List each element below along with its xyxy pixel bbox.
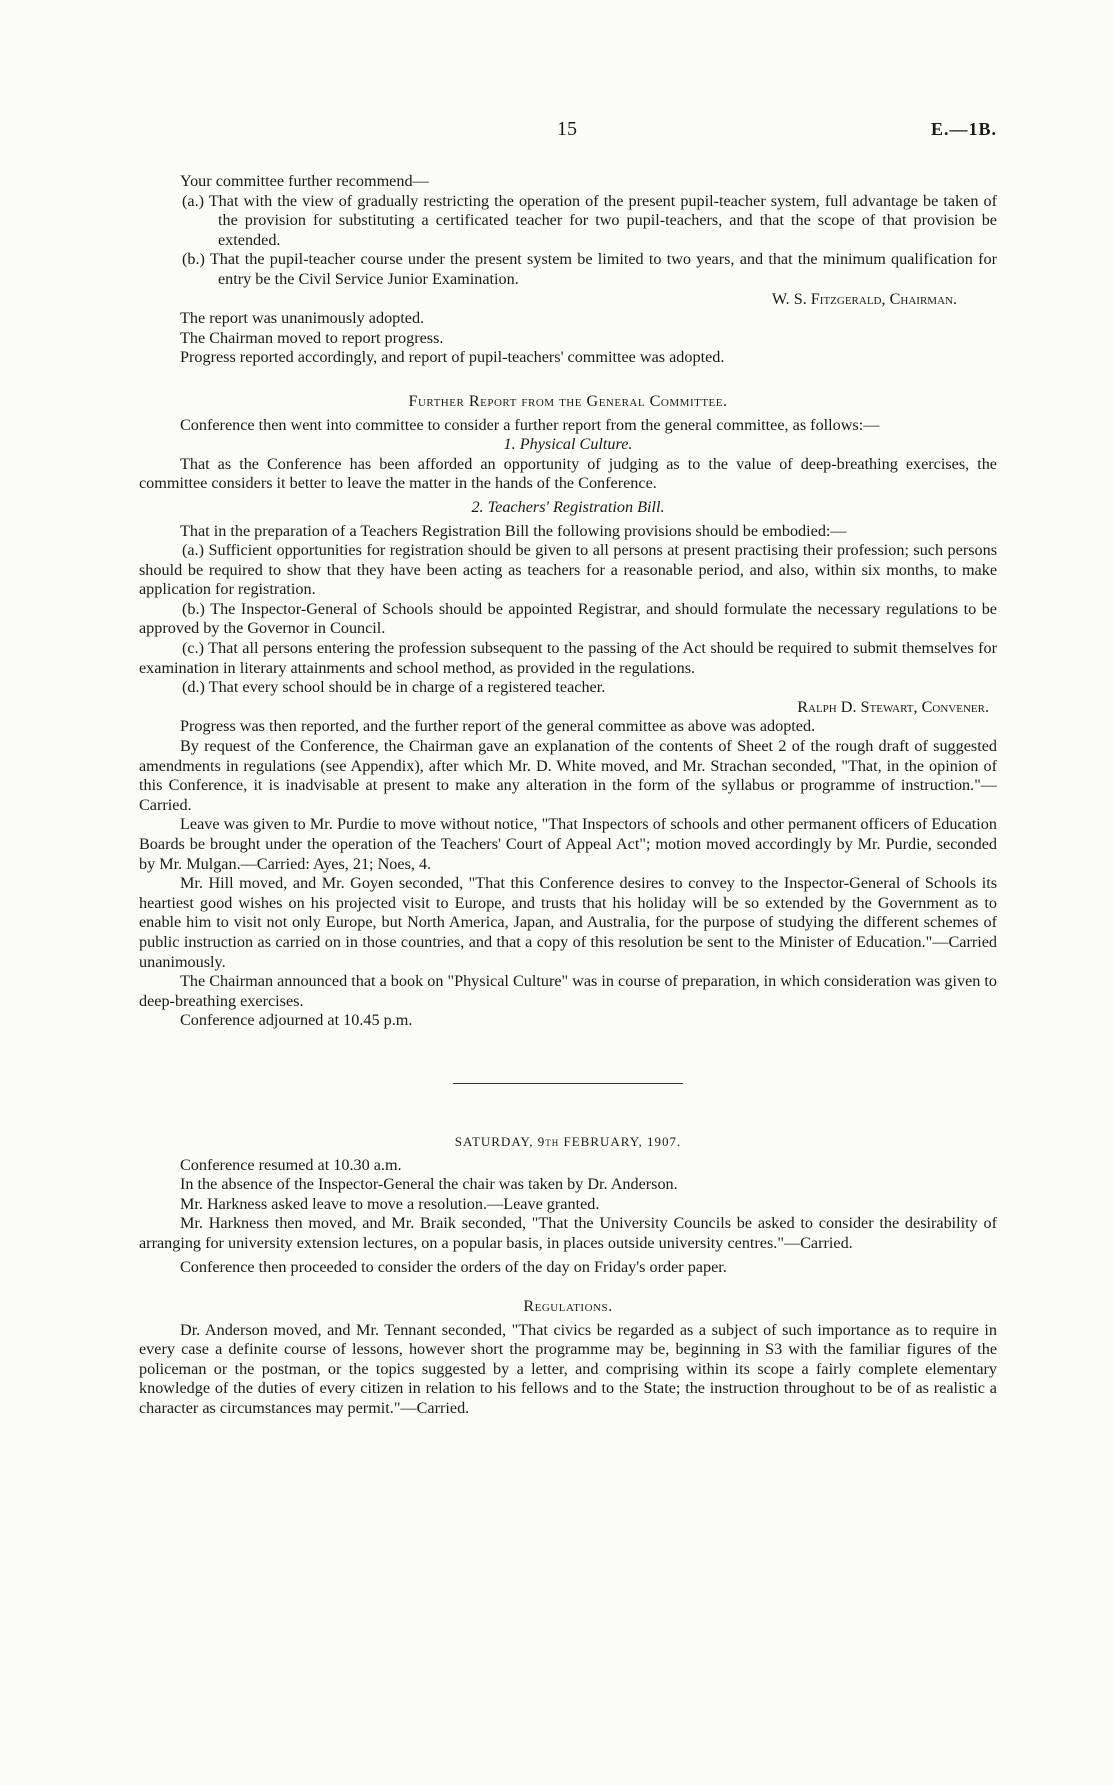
by-request-paragraph: By request of the Conference, the Chairman gave an explanation of the contents of Sheet 2 of the rough draft of suggested amendments in regulations (see Appendix), after which Mr. D. White moved, and Mr. Strachan seconded, "That, in the opinion of this Conference, it is inadvisable at present to make any alteration in the form of the syllabus or programme of instruction."—Carried. bbox=[139, 737, 997, 814]
bill-provision-a: (a.) Sufficient opportunities for registration should be given to all persons at present practising their profession; such persons should be required to show that they have been acting as teachers for a reasonable period, and also, within six months, to make application for registration. bbox=[139, 541, 997, 599]
date-heading: SATURDAY, 9th FEBRUARY, 1907. bbox=[454, 1133, 682, 1149]
orders-of-day: Conference then proceeded to consider the orders of the day on Friday's order paper. bbox=[180, 1257, 727, 1276]
progress-then-reported: Progress was then reported, and the further report of the general committee as above was adopted. bbox=[180, 717, 816, 736]
section-heading-regulations: Regulations. bbox=[523, 1297, 613, 1316]
subheading-physical-culture: 1. Physical Culture. bbox=[503, 435, 633, 454]
harkness-leave: Mr. Harkness asked leave to move a resolution.—Leave granted. bbox=[180, 1194, 600, 1213]
physical-culture-text: That as the Conference has been afforded an opportunity of judging as to the value of deep-breathing exercises, the committee considers it better to leave the matter in the hands of the Conference. bbox=[139, 454, 997, 493]
harkness-motion: Mr. Harkness then moved, and Mr. Braik seconded, "That the University Councils be asked to consider the desirability of arranging for university extension lectures, on a popular basis, in places outside university centres."—Carried. bbox=[139, 1214, 997, 1252]
recommendation-b: (b.) That the pupil-teacher course under the present system be limited to two years, and that the minimum qualification for entry be the Civil Service Junior Examination. bbox=[182, 250, 997, 288]
moved-progress: The Chairman moved to report progress. bbox=[180, 328, 444, 347]
page-header bbox=[139, 120, 997, 144]
page-number: 15 bbox=[557, 118, 577, 140]
purdie-motion: Leave was given to Mr. Purdie to move without notice, "That Inspectors of schools and other permanent officers of Education Boards be brought under the operation of the Teachers' Court of Appeal Act"; motion moved accordingly by Mr. Purdie, seconded by Mr. Mulgan.—Carried: Ayes, 21; Noes, 4. bbox=[139, 815, 997, 873]
bill-intro: That in the preparation of a Teachers Registration Bill the following provisions should be embodied:— bbox=[180, 521, 847, 540]
subheading-registration-bill: 2. Teachers' Registration Bill. bbox=[471, 497, 665, 516]
conference-adjourned: Conference adjourned at 10.45 p.m. bbox=[180, 1011, 413, 1030]
hill-goyen-motion: Mr. Hill moved, and Mr. Goyen seconded, "That this Conference desires to convey to the Inspector-General of Schools its heartiest good wishes on his projected visit to Europe, and trusts that his holiday will be so extended by the Government as to enable him to visit not only Europe, but North America, Japan, and Australia, for the purpose of studying the different schemes of public instruction as carried on in those countries, and that a copy of this resolution be sent to the Minister of Education."—Carried unanimously. bbox=[139, 874, 997, 971]
conference-resumed: Conference resumed at 10.30 a.m. bbox=[180, 1155, 402, 1174]
document-reference: E.—1B. bbox=[930, 119, 997, 139]
chairman-book-announcement: The Chairman announced that a book on "Physical Culture" was in course of preparation, in which consideration was given to deep-breathing exercises. bbox=[139, 972, 997, 1010]
recommend-intro: Your committee further recommend— bbox=[180, 172, 429, 190]
progress-reported: Progress reported accordingly, and report of pupil-teachers' committee was adopted. bbox=[180, 348, 725, 367]
section-heading-further-report: Further Report from the General Committee. bbox=[408, 391, 728, 410]
bill-provision-c: (c.) That all persons entering the profession subsequent to the passing of the Act should be required to submit themselves for examination in literary attainments and school method, as provided in the regulations. bbox=[139, 639, 997, 677]
section-divider bbox=[453, 1083, 683, 1084]
signature-chairman: W. S. Fitzgerald, Chairman. bbox=[771, 289, 957, 308]
signature-convener: Ralph D. Stewart, Convener. bbox=[797, 697, 989, 716]
report-adopted: The report was unanimously adopted. bbox=[180, 309, 425, 328]
anderson-civics-motion: Dr. Anderson moved, and Mr. Tennant seconded, "That civics be regarded as a subject of such importance as to require in every case a definite course of lessons, however short the programme may be, beginning in S3 with the familiar figures of the policeman or the postman, or the topics suggested by a letter, and comprising within its scope a fairly complete elementary knowledge of the duties of every citizen in relation to his fellows and to the State; the instruction throughout to be of as realistic a character as circumstances may permit."—Carried. bbox=[139, 1320, 997, 1418]
bill-provision-d: (d.) That every school should be in charge of a registered teacher. bbox=[182, 678, 606, 697]
bill-provision-b: (b.) The Inspector-General of Schools should be appointed Registrar, and should formulate the necessary regulations to be approved by the Governor in Council. bbox=[139, 599, 997, 638]
conference-committee: Conference then went into committee to consider a further report from the general committee, as follows:— bbox=[180, 415, 880, 434]
document-body bbox=[139, 172, 997, 1419]
recommendation-a: (a.) That with the view of gradually restricting the operation of the present pupil-teacher system, full advantage be taken of the provision for substituting a certificated teacher for two pupil-teachers, and that the scope of that provision be extended. bbox=[182, 191, 997, 249]
chair-absence: In the absence of the Inspector-General the chair was taken by Dr. Anderson. bbox=[180, 1175, 678, 1194]
